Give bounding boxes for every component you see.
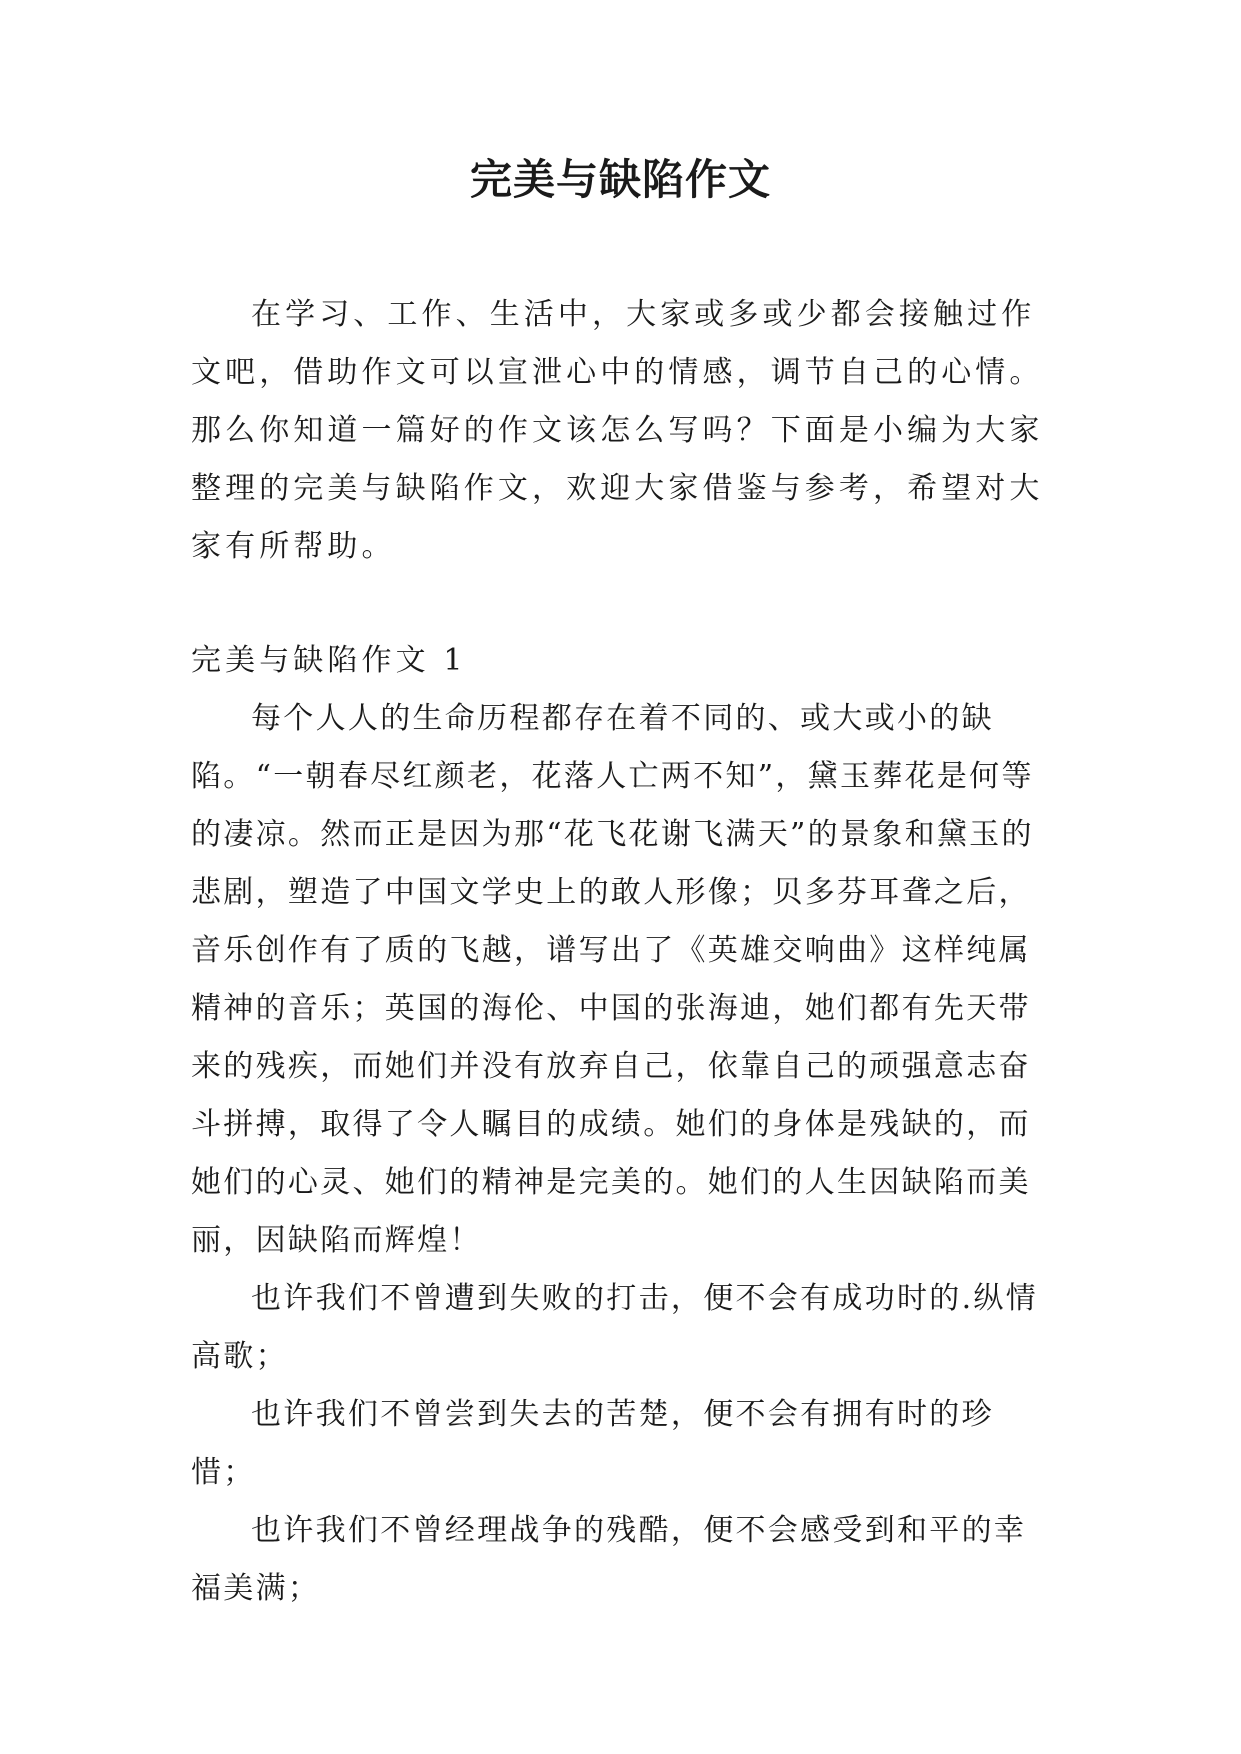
essay-paragraph-1: 每个人人的生命历程都存在着不同的、或大或小的缺陷。“一朝春尽红颜老，花落人亡两不知”，黛玉葬花是何等的凄凉。然而正是因为那“花飞花谢飞满天”的景象和黛玉的悲剧，塑造了中国文学史上的敢人形像；贝多芬耳聋之后，音乐创作有了质的飞越，谱写出了《英雄交响曲》这样纯属精神的音乐；英国的海伦、中国的张海迪，她们都有先天带来的残疾，而她们并没有放弃自己，依靠自己的顽强意志奋斗拼搏，取得了令人瞩目的成绩。她们的身体是残缺的，而她们的心灵、她们的精神是完美的。她们的人生因缺陷而美丽，因缺陷而辉煌！ bbox=[191, 701, 1034, 1258]
essay-paragraph-3: 也许我们不曾尝到失去的苦楚，便不会有拥有时的珍惜； bbox=[191, 1397, 994, 1490]
intro-paragraph: 在学习、工作、生活中，大家或多或少都会接触过作文吧，借助作文可以宣泄心中的情感，调节自己的心情。那么你知道一篇好的作文该怎么写吗？下面是小编为大家整理的完美与缺陷作文，欢迎大家借鉴与参考，希望对大家有所帮助。 bbox=[191, 297, 1044, 564]
essay-paragraph-4: 也许我们不曾经理战争的残酷，便不会感受到和平的幸福美满； bbox=[191, 1513, 1027, 1606]
essay-section bbox=[191, 632, 1052, 1618]
essay-paragraph-2: 也许我们不曾遭到失败的打击，便不会有成功时的.纵情高歌； bbox=[191, 1281, 1039, 1374]
section-title: 完美与缺陷作文 1 bbox=[191, 643, 467, 678]
intro-block bbox=[191, 286, 1052, 576]
document-title: 完美与缺陷作文 bbox=[469, 155, 771, 204]
